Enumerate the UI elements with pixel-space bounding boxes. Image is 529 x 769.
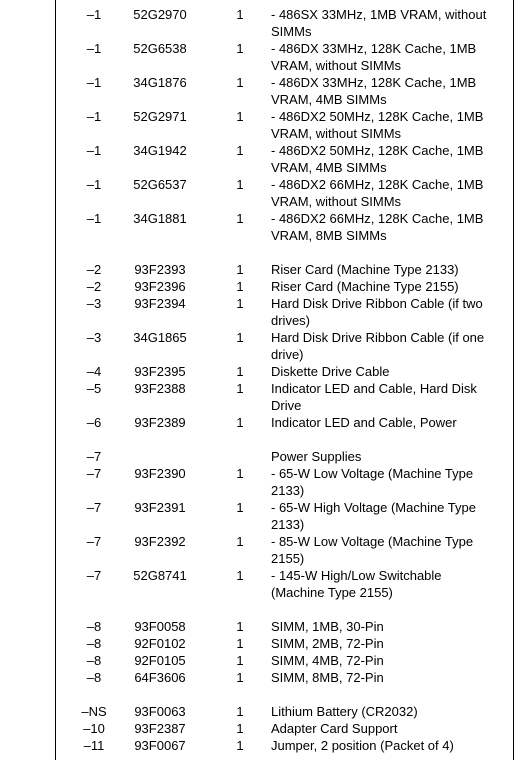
units-count: 1 [236, 636, 244, 651]
index-number: –8 [86, 636, 102, 651]
part-number: 52G6537 [133, 177, 187, 192]
table-row [56, 669, 513, 686]
index-number: –7 [86, 568, 102, 583]
table-row [56, 40, 513, 57]
table-row [56, 125, 513, 142]
index-number: –7 [86, 534, 102, 549]
table-row [56, 499, 513, 516]
part-number: 93F2391 [134, 500, 186, 515]
index-number: –2 [86, 262, 102, 277]
part-description: drive) [271, 347, 304, 362]
part-number: 93F0058 [134, 619, 186, 634]
units-count: 1 [236, 704, 244, 719]
part-description: 2133) [271, 517, 305, 532]
index-number: –8 [86, 619, 102, 634]
part-description: - 486DX2 50MHz, 128K Cache, 1MB [271, 109, 484, 124]
units-count: 1 [236, 7, 244, 22]
table-row [56, 584, 513, 601]
part-description: - 486DX2 50MHz, 128K Cache, 1MB [271, 143, 484, 158]
table-row [56, 703, 513, 720]
table-row [56, 159, 513, 176]
table-row [56, 533, 513, 550]
table-row [56, 482, 513, 499]
units-count: 1 [236, 466, 244, 481]
part-description: SIMM, 8MB, 72-Pin [271, 670, 384, 685]
part-description: - 486DX2 66MHz, 128K Cache, 1MB [271, 211, 484, 226]
index-number: –7 [86, 500, 102, 515]
part-number: 92F0105 [134, 653, 186, 668]
table-row [56, 176, 513, 193]
part-number: 92F0102 [134, 636, 186, 651]
units-count: 1 [236, 381, 244, 396]
part-description: - 65-W Low Voltage (Machine Type [271, 466, 474, 481]
table-row [56, 91, 513, 108]
table-row [56, 635, 513, 652]
units-count: 1 [236, 262, 244, 277]
part-description: Indicator LED and Cable, Hard Disk [271, 381, 477, 396]
index-number: –1 [86, 143, 102, 158]
table-row [56, 312, 513, 329]
part-description: - 145-W High/Low Switchable [271, 568, 442, 583]
units-count: 1 [236, 177, 244, 192]
index-number: –3 [86, 330, 102, 345]
table-row [56, 720, 513, 737]
part-description: Drive [271, 398, 302, 413]
index-number: –1 [86, 41, 102, 56]
units-count: 1 [236, 109, 244, 124]
table-row [56, 6, 513, 23]
part-description: Riser Card (Machine Type 2155) [271, 279, 459, 294]
part-number: 93F0067 [134, 738, 186, 753]
units-count: 1 [236, 330, 244, 345]
table-row [56, 652, 513, 669]
part-description: drives) [271, 313, 311, 328]
part-description: SIMM, 4MB, 72-Pin [271, 653, 384, 668]
units-count: 1 [236, 619, 244, 634]
units-count: 1 [236, 670, 244, 685]
parts-table [56, 6, 513, 754]
units-count: 1 [236, 500, 244, 515]
part-description: 2155) [271, 551, 305, 566]
part-number: 93F2393 [134, 262, 186, 277]
table-row [56, 737, 513, 754]
table-row [56, 108, 513, 125]
index-number: –4 [86, 364, 102, 379]
table-row [56, 142, 513, 159]
index-number: –5 [86, 381, 102, 396]
part-number: 93F2390 [134, 466, 186, 481]
index-number: –6 [86, 415, 102, 430]
part-number: 93F2388 [134, 381, 186, 396]
index-number: –1 [86, 109, 102, 124]
part-description: - 486SX 33MHz, 1MB VRAM, without [271, 7, 487, 22]
part-description: Riser Card (Machine Type 2133) [271, 262, 459, 277]
index-number: –1 [86, 177, 102, 192]
table-row [56, 380, 513, 397]
table-row [56, 550, 513, 567]
part-number: 93F2395 [134, 364, 186, 379]
part-number: 34G1876 [133, 75, 187, 90]
units-count: 1 [236, 568, 244, 583]
part-number: 34G1865 [133, 330, 187, 345]
part-description: VRAM, without SIMMs [271, 126, 402, 141]
part-description: VRAM, 8MB SIMMs [271, 228, 387, 243]
part-number: 93F2387 [134, 721, 186, 736]
index-number: –1 [86, 75, 102, 90]
right-column-rule [513, 0, 514, 760]
part-number: 93F2394 [134, 296, 186, 311]
part-description: SIMM, 1MB, 30-Pin [271, 619, 384, 634]
part-number: 64F3606 [134, 670, 186, 685]
part-description: Jumper, 2 position (Packet of 4) [271, 738, 454, 753]
part-description: - 486DX 33MHz, 128K Cache, 1MB [271, 41, 477, 56]
table-row [56, 210, 513, 227]
table-spacer-row [56, 244, 513, 261]
part-number: 34G1942 [133, 143, 187, 158]
units-count: 1 [236, 279, 244, 294]
part-description: - 486DX 33MHz, 128K Cache, 1MB [271, 75, 477, 90]
units-count: 1 [236, 653, 244, 668]
table-row [56, 295, 513, 312]
part-description: VRAM, 4MB SIMMs [271, 92, 387, 107]
index-number: –1 [86, 7, 102, 22]
part-description: Diskette Drive Cable [271, 364, 390, 379]
part-description: Adapter Card Support [271, 721, 398, 736]
units-count: 1 [236, 296, 244, 311]
table-row [56, 414, 513, 431]
index-number: –NS [81, 704, 107, 719]
part-number: 93F2396 [134, 279, 186, 294]
units-count: 1 [236, 143, 244, 158]
part-description: Hard Disk Drive Ribbon Cable (if two [271, 296, 483, 311]
part-description: - 65-W High Voltage (Machine Type [271, 500, 476, 515]
part-description: - 486DX2 66MHz, 128K Cache, 1MB [271, 177, 484, 192]
part-number: 34G1881 [133, 211, 187, 226]
units-count: 1 [236, 364, 244, 379]
part-number: 52G2971 [133, 109, 187, 124]
table-row [56, 618, 513, 635]
index-number: –8 [86, 670, 102, 685]
index-number: –1 [86, 211, 102, 226]
part-number: 52G8741 [133, 568, 187, 583]
index-number: –7 [86, 449, 102, 464]
index-number: –3 [86, 296, 102, 311]
index-number: –10 [83, 721, 105, 736]
index-number: –8 [86, 653, 102, 668]
part-description: SIMM, 2MB, 72-Pin [271, 636, 384, 651]
part-description: Power Supplies [271, 449, 362, 464]
table-row [56, 193, 513, 210]
table-row [56, 397, 513, 414]
table-row [56, 23, 513, 40]
part-description: Hard Disk Drive Ribbon Cable (if one [271, 330, 485, 345]
part-description: VRAM, without SIMMs [271, 194, 402, 209]
table-row [56, 346, 513, 363]
part-description: (Machine Type 2155) [271, 585, 393, 600]
table-row [56, 363, 513, 380]
table-row [56, 516, 513, 533]
part-description: 2133) [271, 483, 305, 498]
units-count: 1 [236, 41, 244, 56]
index-number: –2 [86, 279, 102, 294]
table-row [56, 329, 513, 346]
part-description: SIMMs [271, 24, 312, 39]
part-description: - 85-W Low Voltage (Machine Type [271, 534, 474, 549]
units-count: 1 [236, 738, 244, 753]
part-number: 93F2389 [134, 415, 186, 430]
table-row [56, 261, 513, 278]
units-count: 1 [236, 721, 244, 736]
table-row [56, 278, 513, 295]
table-spacer-row [56, 431, 513, 448]
part-description: VRAM, without SIMMs [271, 58, 402, 73]
units-count: 1 [236, 534, 244, 549]
units-count: 1 [236, 415, 244, 430]
table-row [56, 465, 513, 482]
part-number: 93F0063 [134, 704, 186, 719]
part-number: 52G6538 [133, 41, 187, 56]
table-row [56, 567, 513, 584]
table-row [56, 227, 513, 244]
units-count: 1 [236, 75, 244, 90]
index-number: –7 [86, 466, 102, 481]
index-number: –11 [83, 738, 105, 753]
part-description: Indicator LED and Cable, Power [271, 415, 457, 430]
table-row [56, 57, 513, 74]
table-spacer-row [56, 686, 513, 703]
table-spacer-row [56, 601, 513, 618]
part-description: Lithium Battery (CR2032) [271, 704, 418, 719]
part-description: VRAM, 4MB SIMMs [271, 160, 387, 175]
part-number: 52G2970 [133, 7, 187, 22]
table-row [56, 448, 513, 465]
part-number: 93F2392 [134, 534, 186, 549]
units-count: 1 [236, 211, 244, 226]
table-row [56, 74, 513, 91]
